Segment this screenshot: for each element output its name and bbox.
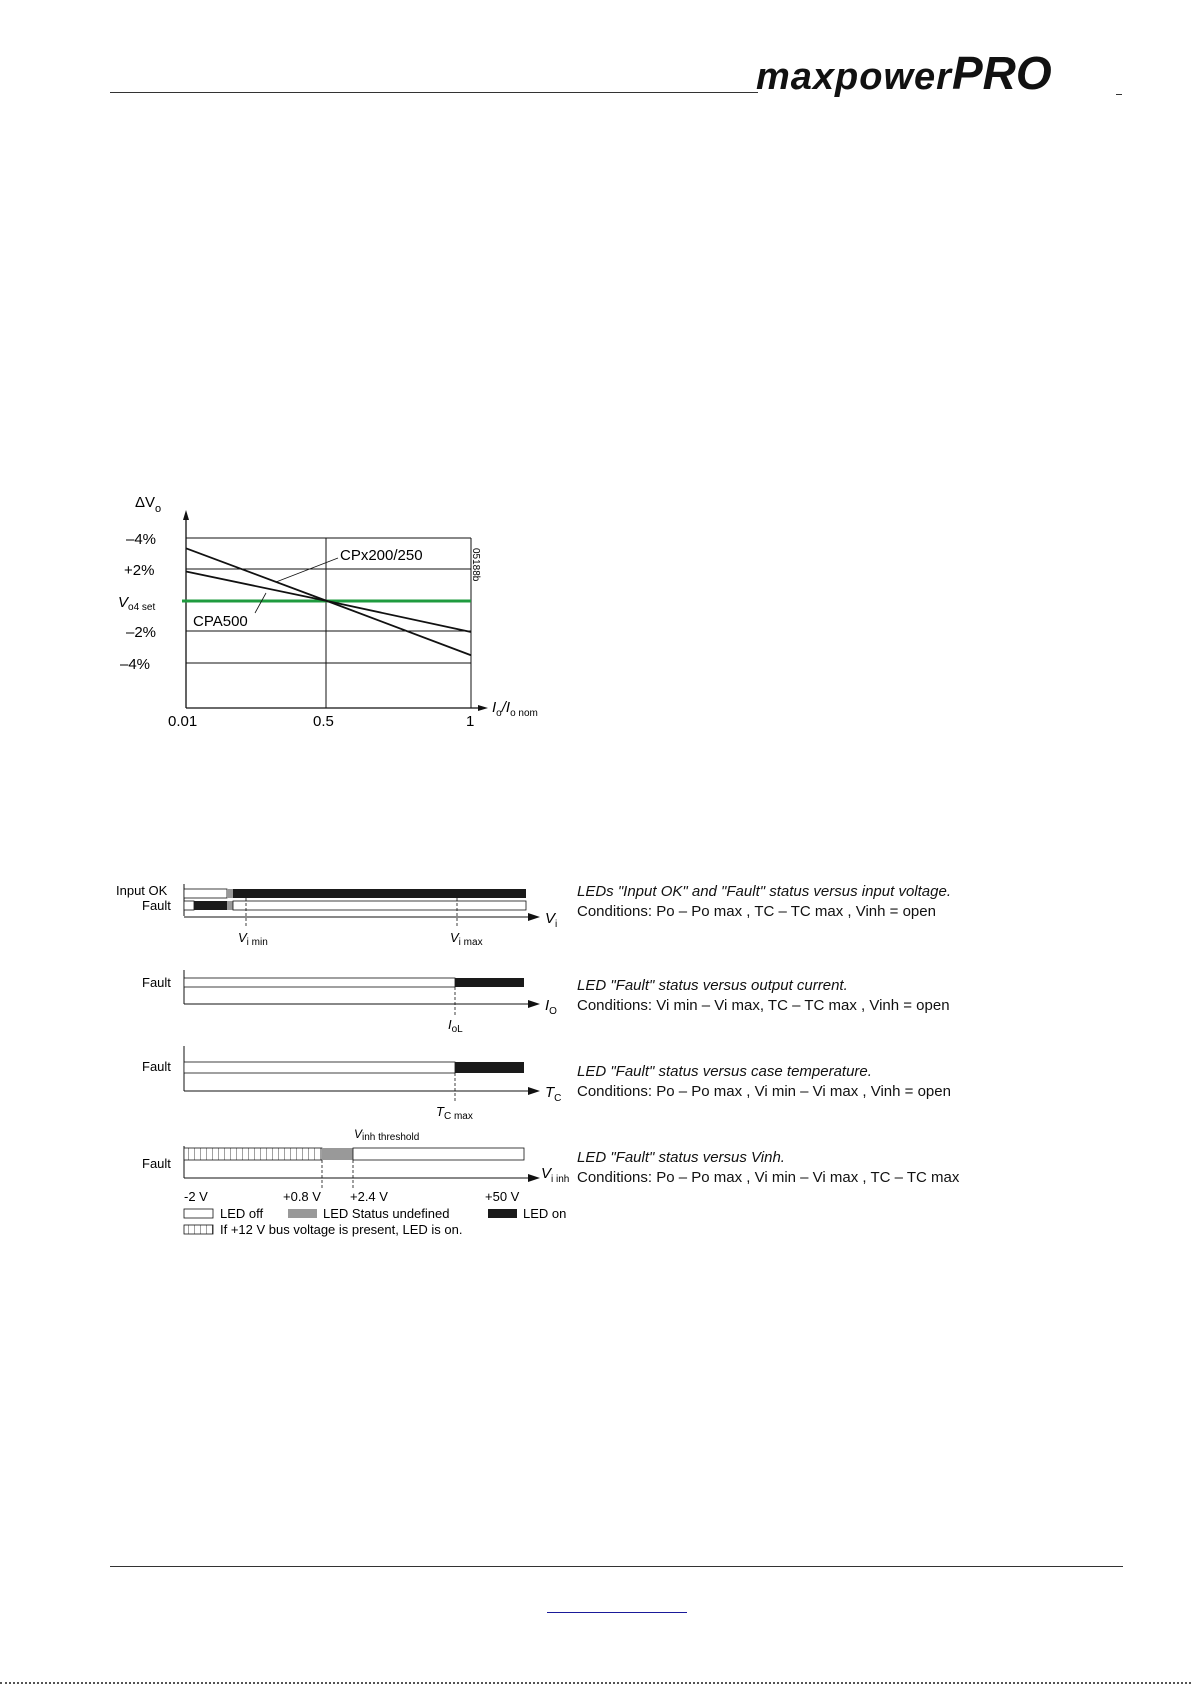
x-axis-label: $I_o/I_{o nom}$ — [492, 699, 538, 719]
x-tick-label: 0.01 — [168, 713, 198, 730]
input-ok-bar-off — [184, 889, 227, 898]
axis-label: $V_{i inh}$ — [541, 1165, 570, 1185]
input-ok-bar-undefined — [227, 889, 233, 898]
tick-label-vi-max: $V_{i max}$ — [450, 930, 483, 948]
brand-name: maxpower — [756, 56, 952, 98]
condition-text: Conditions: Po – Po max , Vi min – Vi max , Vinh = open — [577, 1083, 951, 1100]
series-label-cpa500: CPA500 — [193, 613, 248, 630]
condition-block-output-current — [577, 976, 950, 1016]
fault-bar-undefined — [227, 901, 233, 910]
condition-block-inhibit-voltage — [577, 1148, 959, 1188]
brand-underline — [1116, 94, 1122, 95]
tick-label-tc-max: $T_{C max}$ — [436, 1104, 473, 1122]
legend-label-bus: If +12 V bus voltage is present, LED is on. — [220, 1222, 463, 1237]
brand-suffix: PRO — [951, 47, 1052, 99]
row-label-fault: Fault — [142, 1156, 171, 1171]
footer-rule — [110, 1566, 1123, 1567]
fault-bar-bus-dependent — [184, 1148, 322, 1160]
page-bottom-edge — [0, 1682, 1191, 1684]
threshold-label: Vinh threshold — [354, 1127, 420, 1143]
tick-label-vi-min: $V_{i min}$ — [238, 930, 268, 948]
series-label-cpx200-250: CPx200/250 — [340, 547, 423, 564]
y-axis-label: $\Delta V_o$ — [135, 494, 162, 515]
brand-logo — [756, 47, 1126, 100]
row-label-fault: Fault — [142, 975, 171, 990]
condition-text: Conditions: Vi min – Vi max, TC – TC max , Vinh = open — [577, 997, 950, 1014]
condition-block-input-voltage — [577, 882, 951, 922]
led-diagram-inhibit-voltage — [110, 1122, 570, 1252]
condition-title: LED "Fault" status versus output current. — [577, 977, 848, 994]
led-diagram-output-current — [110, 960, 570, 1035]
fault-bar-undefined — [322, 1148, 353, 1160]
figure-id: 05188b — [470, 548, 481, 582]
tick-label: +50 V — [485, 1189, 520, 1204]
condition-block-case-temperature — [577, 1062, 951, 1102]
legend-swatch-off — [184, 1209, 213, 1218]
y-tick-label: –4% — [120, 656, 151, 673]
x-axis-arrow — [478, 705, 488, 711]
axis-label: $T_C$ — [545, 1084, 562, 1104]
fault-bar-on — [194, 901, 227, 910]
axis-arrow — [528, 1174, 540, 1182]
leader-cpx200-250 — [276, 558, 338, 582]
condition-title: LED "Fault" status versus Vinh. — [577, 1149, 785, 1166]
led-diagram-input-voltage — [110, 880, 570, 950]
fault-bar-off — [184, 1062, 455, 1073]
fault-bar-off — [233, 901, 526, 910]
legend-swatch-on — [488, 1209, 517, 1218]
condition-text: Conditions: Po – Po max , TC – TC max , Vinh = open — [577, 903, 936, 920]
row-label-input-ok: Input OK — [116, 883, 168, 898]
condition-title: LED "Fault" status versus case temperature. — [577, 1063, 872, 1080]
y-tick-label: –2% — [126, 624, 157, 641]
axis-label: $V_i$ — [545, 910, 558, 930]
axis-label: $I_O$ — [545, 997, 557, 1017]
led-diagram-case-temperature — [110, 1040, 570, 1120]
fault-bar-off-left — [184, 901, 194, 910]
fault-bar-off — [353, 1148, 524, 1160]
row-label-fault: Fault — [142, 898, 171, 913]
row-label-fault: Fault — [142, 1059, 171, 1074]
fault-bar-on — [455, 1062, 524, 1073]
fault-bar-off — [184, 978, 455, 987]
y-tick-label: +2% — [124, 562, 155, 579]
legend-swatch-undefined — [288, 1209, 317, 1218]
y-ref-label: $V_{o4 set}$ — [118, 594, 156, 613]
footer-link[interactable] — [547, 1598, 687, 1613]
legend-label-off: LED off — [220, 1206, 264, 1221]
legend-label-undefined: LED Status undefined — [323, 1206, 450, 1221]
axis-arrow — [528, 1087, 540, 1095]
x-tick-label: 0.5 — [313, 713, 334, 730]
header-rule — [110, 92, 758, 93]
y-axis-arrow — [183, 510, 189, 520]
tick-label-iol: $I_{oL}$ — [448, 1017, 463, 1035]
tick-label: +0.8 V — [283, 1189, 321, 1204]
condition-title: LEDs "Input OK" and "Fault" status versus input voltage. — [577, 883, 951, 900]
x-tick-label: 1 — [466, 713, 475, 730]
tick-label: +2.4 V — [350, 1189, 388, 1204]
legend-label-on: LED on — [523, 1206, 567, 1221]
fault-bar-on — [455, 978, 524, 987]
tick-label: -2 V — [184, 1189, 208, 1204]
axis-arrow — [528, 913, 540, 921]
input-ok-bar-on — [233, 889, 526, 898]
voltage-deviation-chart — [100, 490, 570, 730]
condition-text: Conditions: Po – Po max , Vi min – Vi max , TC – TC max — [577, 1169, 960, 1186]
y-tick-label: –4% — [126, 531, 157, 548]
leader-cpa500 — [255, 593, 266, 613]
axis-arrow — [528, 1000, 540, 1008]
legend-swatch-bus — [184, 1225, 213, 1234]
